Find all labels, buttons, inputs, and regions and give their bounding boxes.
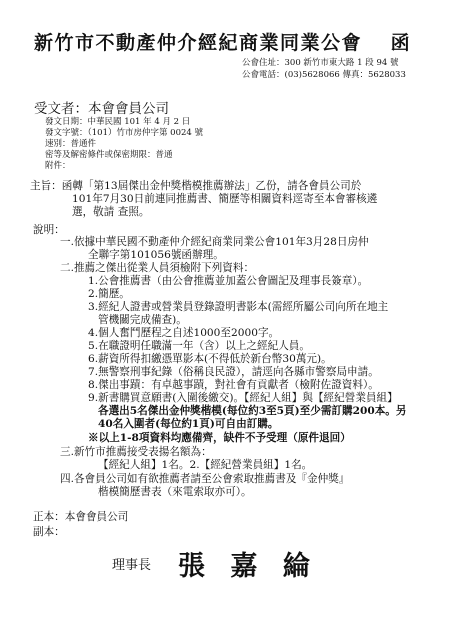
item-4-line-1: 四.各會員公司如有欲推薦者請至公會索取推薦書及『金仲獎』: [60, 473, 350, 485]
association-address: 公會住址：300 新竹市東大路 1 段 94 號: [242, 58, 399, 68]
requirement-7: 7.無警察刑事紀錄（俗稱良民證），請逕向各縣市警察局申請。: [88, 366, 379, 378]
subject-line-1: 主旨：函轉「第13屆傑出金仲獎楷模推薦辦法」乙份，請各會員公司於: [30, 180, 362, 192]
item-1-line-2: 全聯字第101056號函辦理。: [88, 249, 224, 261]
signer-title: 理事長: [112, 558, 152, 573]
delivery-speed: 速別：普通件: [45, 139, 97, 149]
signer-name: 張 嘉 綸: [178, 551, 318, 582]
explanation-label: 說明：: [33, 224, 65, 236]
requirement-5: 5.在職證明任職滿一年（含）以上之經紀人員。: [88, 340, 310, 352]
subject-line-2: 101年7月30日前連同推薦書、簡歷等相關資料逕寄至本會審核遴: [72, 193, 378, 205]
cc-recipient: 副本：: [33, 526, 65, 538]
requirement-3-line-1: 3.經紀人證書或營業員登錄證明書影本(需經所屬公司向所在地主: [88, 301, 389, 313]
completeness-note: ※以上1-8項資料均應備齊，缺件不予受理（原件退回）: [88, 432, 351, 444]
association-phone: 公會電話：(03)5628066 傳真：5628033: [242, 70, 406, 80]
issue-date: 發文日期：中華民國 101 年 4 月 2 日: [45, 117, 191, 127]
recipient: 受文者：本會會員公司: [34, 101, 169, 117]
requirement-8: 8.傑出事蹟：有卓越事蹟，對社會有貢獻者（檢附佐證資料）。: [88, 379, 379, 391]
security-level: 密等及解密條件或保密期限：普通: [45, 150, 173, 160]
requirement-3-line-2: 管機關完成備查)。: [98, 314, 187, 326]
requirement-1: 1.公會推薦書（由公會推薦並加蓋公會圖記及理事長簽章）。: [88, 275, 369, 287]
item-3: 三.新竹市推薦接受表揚名額為：: [60, 446, 212, 458]
item-2: 二.推薦之傑出從業人員須檢附下列資料：: [60, 262, 255, 274]
subject-line-3: 選，敬請 查照。: [72, 206, 150, 218]
attachment-label: 附件：: [45, 161, 71, 171]
award-quota: 【經紀人組】1名。2.【經紀營業員組】1名。: [98, 459, 313, 471]
requirement-2: 2.簡歷。: [88, 288, 130, 300]
requirement-4: 4.個人奮鬥歷程之自述1000至2000字。: [88, 327, 280, 339]
item-4-line-2: 楷模簡歷書表（來電索取亦可）。: [98, 486, 252, 498]
requirement-9-line-3: 40名入圍者(每位約1頁)可自由訂購。: [98, 418, 279, 430]
requirement-9-line-1: 9.新書購買意願書(入圍後繳交)。【經紀人組】與【經紀營業員組】: [88, 392, 398, 404]
letterhead-title: 新竹市不動產仲介經紀商業同業公會 函: [34, 32, 412, 54]
requirement-9-line-2: 各選出5名傑出金仲獎楷模(每位約3至5頁)至少需訂購200本。另: [98, 405, 407, 417]
item-1-line-1: 一.依據中華民國不動產仲介經紀商業同業公會101年3月28日房仲: [60, 236, 369, 248]
reference-number: 發文字號：（101）竹市房仲字第 0024 號: [45, 128, 204, 138]
requirement-6: 6.薪資所得扣繳憑單影本(不得低於新台幣30萬元)。: [88, 353, 332, 365]
main-copy-recipient: 正本：本會會員公司: [33, 511, 129, 523]
